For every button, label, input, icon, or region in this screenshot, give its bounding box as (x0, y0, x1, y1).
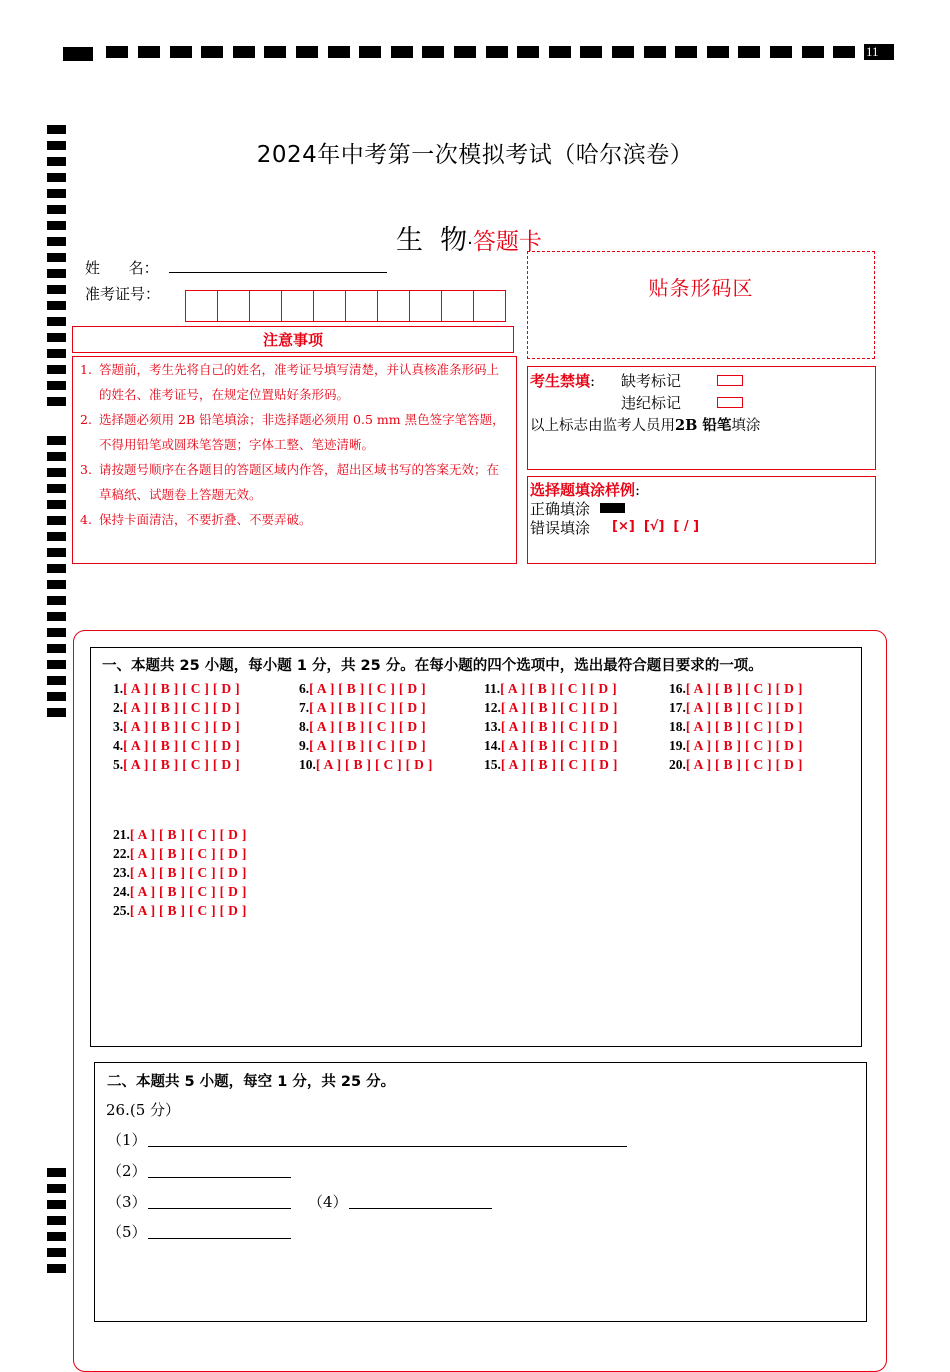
question-number: 4. (113, 738, 124, 753)
question-row (113, 903, 247, 919)
timing-mark (296, 46, 318, 58)
question-row (484, 700, 618, 716)
proctor-note-prefix: 以上标志由监考人员用 (530, 418, 675, 434)
blank-2-label: （2） (107, 1162, 147, 1180)
notice-item (80, 357, 510, 407)
question-number: 19. (669, 738, 686, 753)
answer-options[interactable]: [ A ] [ B ] [ C ] [ D ] (309, 700, 426, 715)
timing-mark (170, 46, 192, 58)
answer-options[interactable]: [ A ] [ B ] [ C ] [ D ] (500, 757, 618, 772)
timing-mark (47, 253, 66, 262)
section-2-heading: 二、本题共 5 小题，每空 1 分，共 25 分。 (107, 1074, 396, 1090)
timing-mark (264, 46, 286, 58)
question-row (113, 681, 240, 697)
question-row (484, 757, 618, 773)
question-row (113, 700, 240, 716)
notice-item-text: 选择题必须用 2B 铅笔填涂；非选择题必须用 0.5 mm 黑色签字笔答题，不得用铅笔或圆珠笔答题；字体工整、笔迹清晰。 (99, 412, 505, 452)
fill-sample-area (527, 476, 876, 564)
timing-mark (47, 125, 66, 134)
answer-options[interactable]: [ A ] [ B ] [ C ] [ D ] (315, 757, 433, 772)
timing-mark (454, 46, 476, 58)
question-number: 11. (484, 681, 501, 696)
absent-mark-box[interactable] (717, 375, 743, 386)
question-row (113, 884, 247, 900)
question-number: 22. (113, 846, 130, 861)
question-row (299, 681, 426, 697)
blank-3-label: （3） (107, 1193, 147, 1211)
barcode-label: 贴条形码区 (648, 276, 754, 300)
timing-mark (47, 692, 66, 701)
question-row (299, 757, 433, 773)
exam-id-label: 准考证号： (85, 285, 161, 303)
timing-mark (707, 46, 729, 58)
question-row (669, 757, 803, 773)
timing-mark (233, 46, 255, 58)
answer-options[interactable]: [ A ] [ B ] [ C ] [ D ] (685, 738, 803, 753)
notice-item-number: 3. (80, 462, 92, 477)
exam-id-digit-box[interactable] (473, 290, 506, 322)
answer-options[interactable]: [ A ] [ B ] [ C ] [ D ] (685, 681, 803, 696)
timing-mark (391, 46, 413, 58)
notice-item-number: 1. (80, 362, 92, 377)
question-number: 1. (113, 681, 124, 696)
timing-mark (47, 381, 66, 390)
blank-3-line[interactable] (148, 1191, 291, 1209)
question-number: 13. (484, 719, 501, 734)
subject-name: 生 物 (396, 225, 468, 256)
question-number: 24. (113, 884, 130, 899)
timing-mark (47, 580, 66, 589)
timing-mark (738, 46, 760, 58)
exam-title: 2024年中考第一次模拟考试（哈尔滨卷） (256, 142, 694, 168)
violation-label: 违纪标记 (621, 394, 682, 412)
question-number: 18. (669, 719, 686, 734)
fill-sample-title-row (530, 479, 640, 500)
timing-mark (47, 452, 66, 461)
timing-mark (201, 46, 223, 58)
question-row (484, 719, 618, 735)
timing-mark (47, 365, 66, 374)
question-number: 10. (299, 757, 316, 772)
timing-mark (138, 46, 160, 58)
question-number: 16. (669, 681, 686, 696)
question-row (113, 865, 247, 881)
timing-mark (47, 349, 66, 358)
proctor-only-colon: : (590, 372, 596, 390)
wrong-fill-examples: [×] [√] [ / ] (612, 519, 700, 534)
blank-2-line[interactable] (148, 1160, 291, 1178)
timing-mark (580, 46, 602, 58)
timing-mark (47, 516, 66, 525)
answer-options[interactable]: [ A ] [ B ] [ C ] [ D ] (309, 719, 426, 734)
page-number: 11 (864, 44, 894, 60)
timing-mark (359, 46, 381, 58)
question-26-label: 26.(5 分） (106, 1101, 181, 1119)
answer-options[interactable]: [ A ] [ B ] [ C ] [ D ] (685, 700, 803, 715)
notice-item-number: 4. (80, 512, 92, 527)
question-row (669, 681, 803, 697)
question-number: 21. (113, 827, 130, 842)
timing-mark (106, 46, 128, 58)
timing-mark (47, 1232, 66, 1241)
blank-4-line[interactable] (349, 1191, 492, 1209)
answer-options[interactable]: [ A ] [ B ] [ C ] [ D ] (309, 681, 426, 696)
exam-id-digit-box[interactable] (217, 290, 249, 322)
answer-options[interactable]: [ A ] [ B ] [ C ] [ D ] (685, 757, 803, 772)
timing-mark (47, 317, 66, 326)
timing-mark (47, 500, 66, 509)
timing-mark (47, 612, 66, 621)
wrong-fill-label: 错误填涂 (530, 519, 591, 537)
timing-mark (517, 46, 539, 58)
notice-item-text: 请按题号顺序在各题目的答题区域内作答，超出区域书写的答案无效；在草稿纸、试题卷上答题无效。 (99, 462, 500, 502)
answer-options[interactable]: [ A ] [ B ] [ C ] [ D ] (123, 719, 240, 734)
correct-fill-label: 正确填涂 (530, 500, 591, 518)
question-number: 14. (484, 738, 501, 753)
answer-options[interactable]: [ A ] [ B ] [ C ] [ D ] (500, 738, 618, 753)
question-row (113, 719, 240, 735)
answer-options[interactable]: [ A ] [ B ] [ C ] [ D ] (500, 719, 618, 734)
card-label: 答题卡 (472, 229, 542, 255)
notice-item-text: 答题前，考生先将自己的姓名，准考证号填写清楚，并认真核准条形码上的姓名、准考证号，在规定位置贴好条形码。 (99, 362, 500, 402)
timing-mark (770, 46, 792, 58)
question-number: 9. (299, 738, 310, 753)
question-number: 23. (113, 865, 130, 880)
question-number: 7. (299, 700, 310, 715)
timing-mark (549, 46, 571, 58)
timing-mark (47, 301, 66, 310)
timing-mark (47, 628, 66, 637)
name-input-line[interactable] (169, 256, 387, 273)
timing-mark (47, 436, 66, 445)
blank-4-label: （4） (308, 1193, 348, 1211)
timing-mark (63, 47, 93, 61)
proctor-note (530, 414, 760, 435)
timing-mark (47, 333, 66, 342)
question-row (299, 738, 426, 754)
answer-options[interactable]: [ A ] [ B ] [ C ] [ D ] (129, 846, 247, 861)
answer-options[interactable]: [ A ] [ B ] [ C ] [ D ] (129, 884, 247, 899)
timing-mark (47, 1168, 66, 1177)
section-1-heading: 一、本题共 25 小题，每小题 1 分，共 25 分。在每小题的四个选项中，选出最符合题目要求的一项。 (102, 658, 763, 674)
answer-options[interactable]: [ A ] [ B ] [ C ] [ D ] (129, 827, 247, 842)
timing-mark (47, 1248, 66, 1257)
violation-mark-box[interactable] (717, 397, 743, 408)
absent-label: 缺考标记 (621, 372, 682, 390)
fill-sample-colon: : (635, 481, 641, 499)
timing-mark (47, 1264, 66, 1273)
answer-options[interactable]: [ A ] [ B ] [ C ] [ D ] (123, 757, 240, 772)
exam-id-digit-box[interactable] (185, 290, 217, 322)
question-row (484, 738, 618, 754)
notice-panel (72, 356, 517, 564)
question-number: 20. (669, 757, 686, 772)
notice-heading: 注意事项 (72, 326, 514, 353)
answer-options[interactable]: [ A ] [ B ] [ C ] [ D ] (129, 865, 247, 880)
blank-1-label: （1） (107, 1131, 147, 1149)
timing-mark (47, 397, 66, 406)
answer-options[interactable]: [ A ] [ B ] [ C ] [ D ] (500, 700, 618, 715)
notice-item (80, 507, 510, 532)
question-number: 25. (113, 903, 130, 918)
question-row (113, 827, 247, 843)
exam-id-digit-box[interactable] (313, 290, 345, 322)
correct-fill-example (600, 503, 625, 513)
exam-id-digit-box[interactable] (281, 290, 313, 322)
answer-options[interactable]: [ A ] [ B ] [ C ] [ D ] (123, 681, 240, 696)
proctor-note-suffix: 填涂 (731, 418, 761, 434)
answer-options[interactable]: [ A ] [ B ] [ C ] [ D ] (685, 719, 803, 734)
question-row (669, 738, 803, 754)
subject-title (396, 218, 542, 257)
answer-options[interactable]: [ A ] [ B ] [ C ] [ D ] (123, 700, 240, 715)
timing-mark (47, 708, 66, 717)
timing-mark (47, 676, 66, 685)
proctor-only-title-row (530, 370, 595, 391)
fill-sample-title: 选择题填涂样例 (530, 481, 636, 499)
timing-mark (833, 46, 855, 58)
timing-mark (47, 484, 66, 493)
timing-mark (47, 644, 66, 653)
exam-id-digit-box[interactable] (249, 290, 281, 322)
notice-item-number: 2. (80, 412, 92, 427)
timing-mark (47, 596, 66, 605)
timing-mark (47, 660, 66, 669)
question-number: 12. (484, 700, 501, 715)
question-number: 3. (113, 719, 124, 734)
blank-5-line[interactable] (148, 1221, 291, 1239)
fill-in-section (94, 1062, 867, 1322)
barcode-area (527, 251, 875, 359)
timing-mark (47, 1184, 66, 1193)
notice-item (80, 407, 510, 457)
timing-mark (328, 46, 350, 58)
timing-mark (802, 46, 824, 58)
timing-mark (47, 564, 66, 573)
answer-options[interactable]: [ A ] [ B ] [ C ] [ D ] (309, 738, 426, 753)
exam-id-boxes[interactable] (185, 290, 506, 322)
blank-5-label: （5） (107, 1223, 147, 1241)
exam-id-digit-box[interactable] (345, 290, 377, 322)
timing-mark (47, 189, 66, 198)
timing-mark (47, 173, 66, 182)
timing-mark (486, 46, 508, 58)
question-row (669, 719, 803, 735)
blank-1-line[interactable] (148, 1129, 627, 1147)
timing-mark (47, 1200, 66, 1209)
answer-options[interactable]: [ A ] [ B ] [ C ] [ D ] (500, 681, 617, 696)
name-label: 姓 名： (85, 259, 159, 277)
question-row (113, 738, 240, 754)
question-number: 5. (113, 757, 124, 772)
timing-mark (675, 46, 697, 58)
proctor-note-pencil: 2B 铅笔 (675, 417, 732, 434)
timing-mark (47, 221, 66, 230)
timing-mark (47, 532, 66, 541)
question-number: 2. (113, 700, 124, 715)
proctor-only-area (527, 366, 876, 470)
timing-mark (612, 46, 634, 58)
question-number: 15. (484, 757, 501, 772)
timing-mark (644, 46, 666, 58)
question-row (113, 757, 240, 773)
question-number: 17. (669, 700, 686, 715)
question-row (669, 700, 803, 716)
exam-id-digit-box[interactable] (409, 290, 441, 322)
question-row (113, 846, 247, 862)
timing-mark (422, 46, 444, 58)
exam-id-digit-box[interactable] (441, 290, 473, 322)
question-row (299, 700, 426, 716)
answer-options[interactable]: [ A ] [ B ] [ C ] [ D ] (123, 738, 240, 753)
exam-id-digit-box[interactable] (377, 290, 409, 322)
timing-mark (47, 468, 66, 477)
notice-item (80, 457, 510, 507)
timing-mark (47, 548, 66, 557)
timing-mark (47, 269, 66, 278)
timing-mark (47, 1216, 66, 1225)
question-row (484, 681, 617, 697)
subject-separator: · (467, 233, 473, 254)
question-number: 6. (299, 681, 310, 696)
proctor-only-title: 考生禁填 (530, 372, 591, 390)
timing-mark (47, 285, 66, 294)
timing-mark (47, 237, 66, 246)
question-number: 8. (299, 719, 310, 734)
answer-options[interactable]: [ A ] [ B ] [ C ] [ D ] (129, 903, 247, 918)
notice-item-text: 保持卡面清洁，不要折叠、不要弄破。 (99, 512, 312, 527)
timing-mark (47, 205, 66, 214)
question-row (299, 719, 426, 735)
